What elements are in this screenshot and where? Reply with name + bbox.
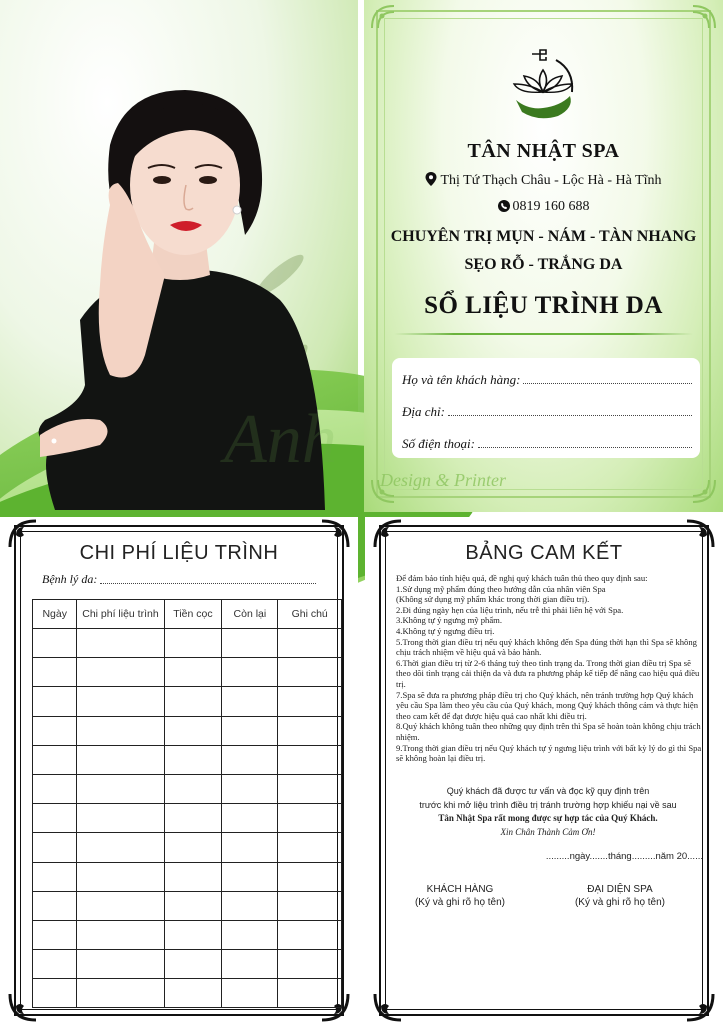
address-text: Thị Tứ Thạch Châu - Lộc Hà - Hà Tĩnh (440, 173, 662, 188)
table-cell[interactable] (278, 716, 342, 745)
date-line[interactable]: .........ngày.......tháng.........năm 20...... (545, 851, 703, 862)
consent-line: Tân Nhật Spa rất mong được sự hợp tác của Quý Khách. (438, 813, 658, 823)
spa-phone (364, 199, 723, 215)
table-row (33, 891, 342, 920)
consent-line: Quý khách đã được tư vấn và đọc kỹ quy định trên (446, 786, 650, 796)
skin-condition-field[interactable] (42, 572, 336, 587)
table-cell[interactable] (222, 716, 278, 745)
table-cell[interactable] (77, 891, 164, 920)
column-header: Ngày (33, 600, 77, 629)
table-cell[interactable] (33, 833, 77, 862)
table-cell[interactable] (222, 658, 278, 687)
table-row (33, 950, 342, 979)
table-cell[interactable] (33, 804, 77, 833)
table-cell[interactable] (33, 629, 77, 658)
cost-table-body (33, 629, 342, 1008)
table-row (33, 833, 342, 862)
corner-flourish-icon (371, 990, 405, 1024)
table-cell[interactable] (278, 833, 342, 862)
phone-icon (498, 200, 510, 212)
table-cell[interactable] (77, 950, 164, 979)
rule-text: 3.Không tự ý ngưng mỹ phẩm. (396, 615, 502, 626)
rule-text: 1.Sử dụng mỹ phẩm đúng theo hướng dẫn của nhân viên Spa (396, 583, 606, 594)
table-cell[interactable] (77, 833, 164, 862)
spa-representative-signature[interactable] (545, 883, 695, 909)
table-cell[interactable] (278, 804, 342, 833)
consent-line: trước khi mở liệu trình điều trị tránh trường hợp khiếu nại về sau (419, 799, 677, 810)
name-label: Họ và tên khách hàng: (402, 372, 521, 387)
column-header: Ghi chú (278, 600, 342, 629)
table-cell[interactable] (222, 833, 278, 862)
table-cell[interactable] (164, 687, 222, 716)
consent-statement (395, 785, 701, 839)
table-cell[interactable] (33, 687, 77, 716)
table-row (33, 745, 342, 774)
table-cell[interactable] (33, 745, 77, 774)
rep-label: ĐẠI DIỆN SPA (587, 884, 653, 895)
specialty-line: CHUYÊN TRỊ MỤN - NÁM - TÀN NHANG (390, 228, 697, 245)
title-divider (394, 333, 693, 335)
table-cell[interactable] (222, 891, 278, 920)
rule-text: 6.Thời gian điều trị từ 2-6 tháng tuỳ theo tình trạng da. Trong thời gian điều trị Spa sẽ theo dõi tình trạng cải thiện da và đưa ra phương pháp kế tiếp để nâng cao hiệu quả điều trị. (396, 657, 700, 689)
table-cell[interactable] (278, 658, 342, 687)
lotus-hand-logo (508, 48, 578, 126)
table-cell[interactable] (278, 891, 342, 920)
table-cell[interactable] (164, 804, 222, 833)
commitment-rules (396, 573, 703, 764)
column-header: Tiền cọc (164, 600, 222, 629)
table-cell[interactable] (164, 979, 222, 1008)
table-cell[interactable] (33, 891, 77, 920)
table-cell[interactable] (278, 687, 342, 716)
table-cell[interactable] (77, 862, 164, 891)
table-cell[interactable] (33, 774, 77, 803)
cost-title: CHI PHÍ LIỆU TRÌNH (79, 542, 279, 564)
table-cell[interactable] (164, 745, 222, 774)
rep-note: (Ký và ghi rõ họ tên) (574, 897, 666, 908)
table-cell[interactable] (222, 745, 278, 774)
table-cell[interactable] (33, 920, 77, 949)
rule-text: 8.Quý khách không tuân theo những quy định trên thì Spa sẽ hoàn toàn không chịu trách nhiệm. (396, 721, 701, 742)
table-header-row (33, 600, 342, 629)
table-cell[interactable] (222, 979, 278, 1008)
table-row (33, 920, 342, 949)
spa-name: TÂN NHẬT SPA (467, 140, 620, 162)
corner-ornament-icon (370, 4, 396, 30)
table-cell[interactable] (164, 950, 222, 979)
table-cell[interactable] (33, 658, 77, 687)
table-row (33, 687, 342, 716)
table-cell[interactable] (278, 774, 342, 803)
table-cell[interactable] (278, 745, 342, 774)
customer-label: KHÁCH HÀNG (426, 884, 494, 895)
rule-text: 7.Spa sẽ đưa ra phương pháp điều trị cho Quý khách, nên tránh trường hợp Quý khách yêu cầu Spa làm theo yêu cầu của Quý khách, mong Quý khách thông cảm và thực hiện theo cam kết để đạt được hiệu quả cao nhất khi điều trị. (396, 689, 699, 721)
table-cell[interactable] (164, 891, 222, 920)
cost-panel (0, 517, 358, 1024)
table-cell[interactable] (33, 862, 77, 891)
table-row (33, 862, 342, 891)
table-cell[interactable] (278, 862, 342, 891)
table-cell[interactable] (222, 629, 278, 658)
table-cell[interactable] (33, 716, 77, 745)
customer-phone-field[interactable] (402, 436, 692, 452)
specialty-line: SẸO RỖ - TRẮNG DA (464, 256, 623, 273)
column-header: Chi phí liệu trình (77, 600, 164, 629)
table-cell[interactable] (77, 658, 164, 687)
table-row (33, 979, 342, 1008)
table-row (33, 774, 342, 803)
table-cell[interactable] (278, 920, 342, 949)
corner-flourish-icon (683, 990, 717, 1024)
table-cell[interactable] (164, 658, 222, 687)
rule-text: (Không sử dụng mỹ phẩm khác trong thời gian điều trị). (396, 594, 590, 605)
rule-text: 2.Đi đúng ngày hẹn của liệu trình, nếu trễ thì phải liên hệ với Spa. (396, 604, 624, 615)
table-cell[interactable] (33, 950, 77, 979)
table-cell[interactable] (77, 629, 164, 658)
table-cell[interactable] (164, 716, 222, 745)
table-cell[interactable] (164, 862, 222, 891)
phone-text: 0819 160 688 (512, 199, 590, 214)
table-row (33, 629, 342, 658)
table-cell[interactable] (77, 774, 164, 803)
table-cell[interactable] (77, 979, 164, 1008)
customer-address-field[interactable] (402, 404, 692, 420)
table-cell[interactable] (278, 979, 342, 1008)
table-cell[interactable] (222, 687, 278, 716)
cost-table (32, 599, 342, 1008)
table-cell[interactable] (77, 745, 164, 774)
column-header: Còn lại (222, 600, 278, 629)
corner-ornament-icon (691, 478, 717, 504)
table-cell[interactable] (77, 804, 164, 833)
table-cell[interactable] (278, 950, 342, 979)
table-cell[interactable] (164, 774, 222, 803)
table-cell[interactable] (222, 804, 278, 833)
rule-text: 5.Trong thời gian điều trị nếu quý khách không đến Spa đúng thời hạn thì Spa sẽ không chịu trách nhiệm về hiệu quả và bảo hành. (396, 636, 697, 658)
book-title: SỔ LIỆU TRÌNH DA (424, 292, 663, 319)
watermark: Anh (224, 401, 337, 478)
table-row (33, 716, 342, 745)
commitment-title: BẢNG CAM KẾT (465, 542, 623, 564)
table-cell[interactable] (222, 920, 278, 949)
phone-label: Số điện thoại: (402, 436, 475, 451)
rule-text: 4.Không tự ý ngưng điều trị. (396, 625, 495, 636)
rule-text: Để đảm bảo tính hiệu quả, đề nghị quý khách tuân thủ theo quy định sau: (396, 573, 648, 583)
corner-ornament-icon (691, 4, 717, 30)
customer-note: (Ký và ghi rõ họ tên) (414, 897, 506, 908)
thank-you-line: Xin Chân Thành Cảm Ơn! (500, 826, 596, 837)
table-cell[interactable] (278, 629, 342, 658)
location-pin-icon (425, 172, 437, 186)
skin-condition-label: Bệnh lý da: (42, 572, 98, 586)
table-cell[interactable] (77, 920, 164, 949)
table-cell[interactable] (164, 629, 222, 658)
customer-name-field[interactable] (402, 372, 692, 388)
table-cell[interactable] (222, 774, 278, 803)
table-row (33, 804, 342, 833)
rule-text: 9.Trong thời gian điều trị nếu Quý khách tự ý ngưng liệu trình với bất kỳ lý do gì thì Spa sẽ không hoàn lại điều trị. (396, 742, 702, 764)
table-cell[interactable] (222, 862, 278, 891)
table-cell[interactable] (77, 687, 164, 716)
table-cell[interactable] (164, 920, 222, 949)
table-cell[interactable] (222, 950, 278, 979)
commitment-panel (365, 517, 723, 1024)
table-row (33, 658, 342, 687)
address-label: Địa chỉ: (402, 404, 445, 419)
table-cell[interactable] (33, 979, 77, 1008)
printer-watermark: Design & Printer (380, 470, 506, 490)
spa-address (364, 172, 723, 189)
table-cell[interactable] (164, 833, 222, 862)
customer-info-box (392, 358, 700, 458)
customer-signature[interactable] (385, 883, 535, 909)
cover-panel (224, 0, 723, 512)
table-cell[interactable] (77, 716, 164, 745)
